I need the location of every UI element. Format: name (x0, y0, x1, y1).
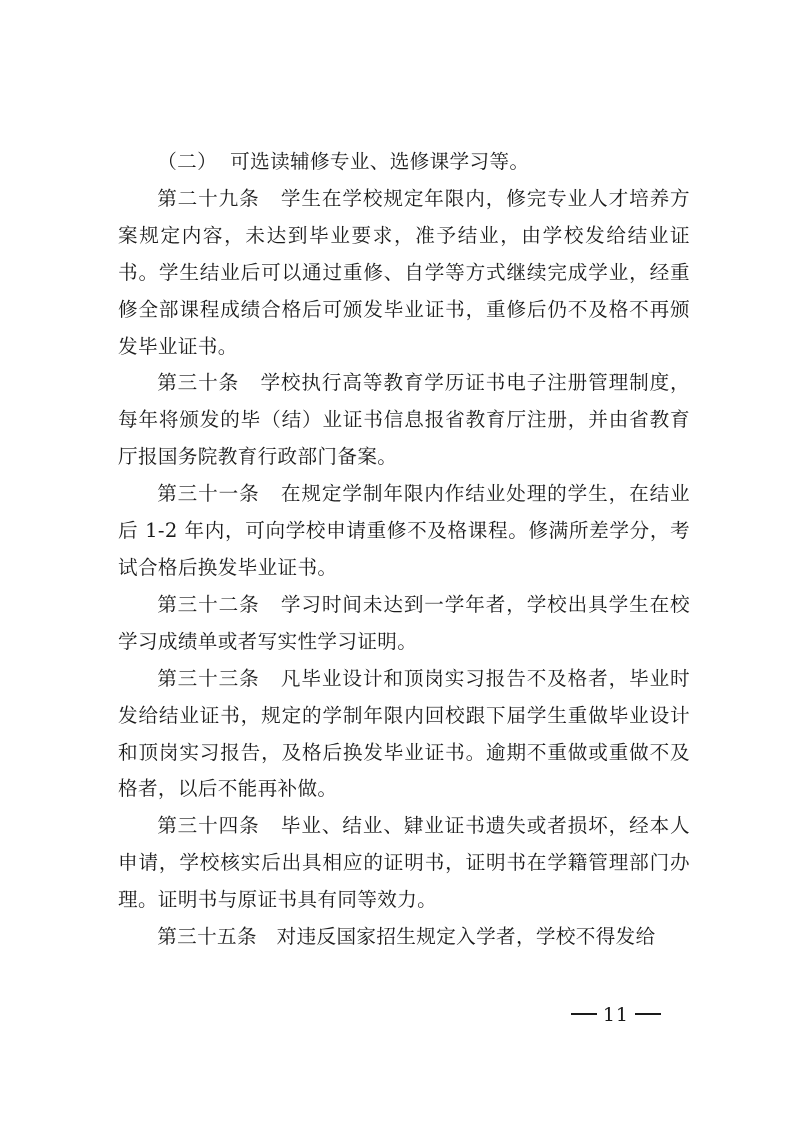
dash-left (571, 1013, 597, 1015)
article-29: 第二十九条 学生在学校规定年限内，修完专业人才培养方案规定内容，未达到毕业要求，准予结业，由学校发给结业证书。学生结业后可以通过重修、自学等方式继续完成学业，经重修全部课程成绩合格后可颁发毕业证书，重修后仍不及格不再颁发毕业证书。 (118, 186, 690, 358)
document-body (118, 144, 690, 956)
article-31: 第三十一条 在规定学制年限内作结业处理的学生，在结业后 1-2 年内，可向学校申请重修不及格课程。修满所差学分，考试合格后换发毕业证书。 (118, 482, 690, 579)
article-30: 第三十条 学校执行高等教育学历证书电子注册管理制度，每年将颁发的毕（结）业证书信息报省教育厅注册，并由省教育厅报国务院教育行政部门备案。 (118, 371, 690, 469)
paragraph-item-2: （二） 可选读辅修专业、选修课学习等。 (157, 150, 530, 173)
article-34: 第三十四条 毕业、结业、肄业证书遗失或者损坏，经本人申请，学校核实后出具相应的证明书，证明书在学籍管理部门办理。证明书与原证书具有同等效力。 (118, 814, 690, 912)
page-footer (565, 1002, 667, 1027)
article-35: 第三十五条 对违反国家招生规定入学者，学校不得发给 (157, 925, 656, 949)
article-33: 第三十三条 凡毕业设计和顶岗实习报告不及格者，毕业时发给结业证书，规定的学制年限内回校跟下届学生重做毕业设计和顶岗实习报告，及格后换发毕业证书。逾期不重做或重做不及格者，以后不能再补做。 (118, 666, 690, 801)
page-number: 11 (602, 1004, 629, 1026)
article-32: 第三十二条 学习时间未达到一学年者，学校出具学生在校学习成绩单或者写实性学习证明。 (118, 592, 690, 653)
dash-right (635, 1013, 661, 1015)
